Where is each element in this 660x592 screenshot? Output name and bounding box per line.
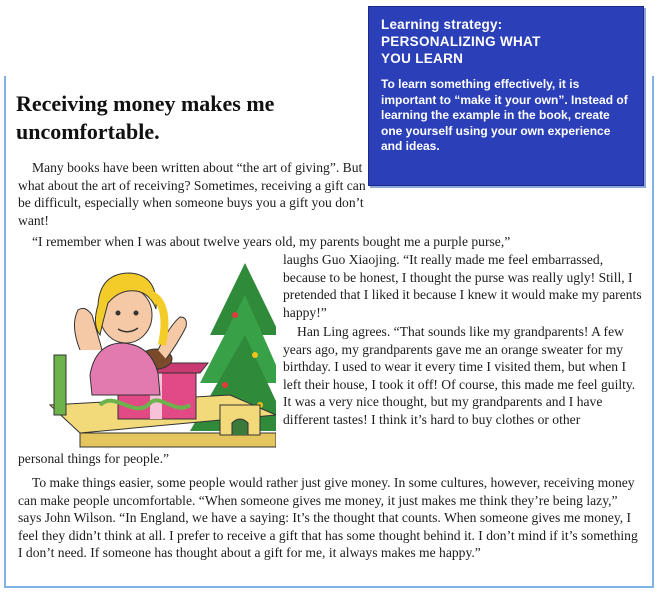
strategy-title-line1: PERSONALIZING WHAT [381, 34, 541, 49]
paragraph-han-ling-end: personal things for people.” [18, 451, 169, 466]
article-headline: Receiving money makes me uncomfortable. [16, 91, 275, 144]
paragraph-guo-quote-start: “I remember when I was about twelve years old, my parents bought me a purple purse,” [32, 234, 511, 249]
paragraph-han-ling: Han Ling agrees. “That sounds like my grandparents! A few years ago, my grandparents gave me an orange sweater for my birthday. I used to wear it every time I visited them, but when I left their house, I took it off! Of course, this made me feel guilty. It was a very nice thought, but my grandparents and I have different tastes! I think it’s hard to buy clothes or other [283, 324, 636, 427]
strategy-title-line2: YOU LEARN [381, 51, 464, 66]
paragraph-intro: Many books have been written about “the art of giving”. But what about the art of receiving? Sometimes, receiving a gift can be difficult, especially when someone buys you a gift you don’t want! [18, 160, 366, 228]
girl-gift-illustration [40, 255, 276, 451]
paragraph-guo-quote: laughs Guo Xiaojing. “It really made me feel embarrassed, because to be honest, I thought the purse was really ugly! Still, I pretended that I liked it because I knew it would make my parents happy!” [283, 252, 642, 320]
strategy-body: To learn something effectively, it is important to “make it your own”. Instead of learning the example in the book, create one yourself using your own experience and ideas. [381, 77, 628, 153]
strategy-label: Learning strategy: [381, 17, 503, 32]
chair-icon [54, 355, 66, 415]
paragraph-money: To make things easier, some people would rather just give money. In some cultures, however, receiving money can make people uncomfortable. “When someone gives me money, it just makes me think they’re being lazy,” says John Wilson. “In England, we have a saying: It’s the thought that counts. When someone gives me money, I feel they didn’t think at all. I prefer to receive a gift that has some thought behind it. I don’t mind if it’s something I don’t need. If someone has thought about a gift for me, it always makes me happy.” [18, 475, 638, 561]
learning-strategy-box [368, 6, 644, 186]
